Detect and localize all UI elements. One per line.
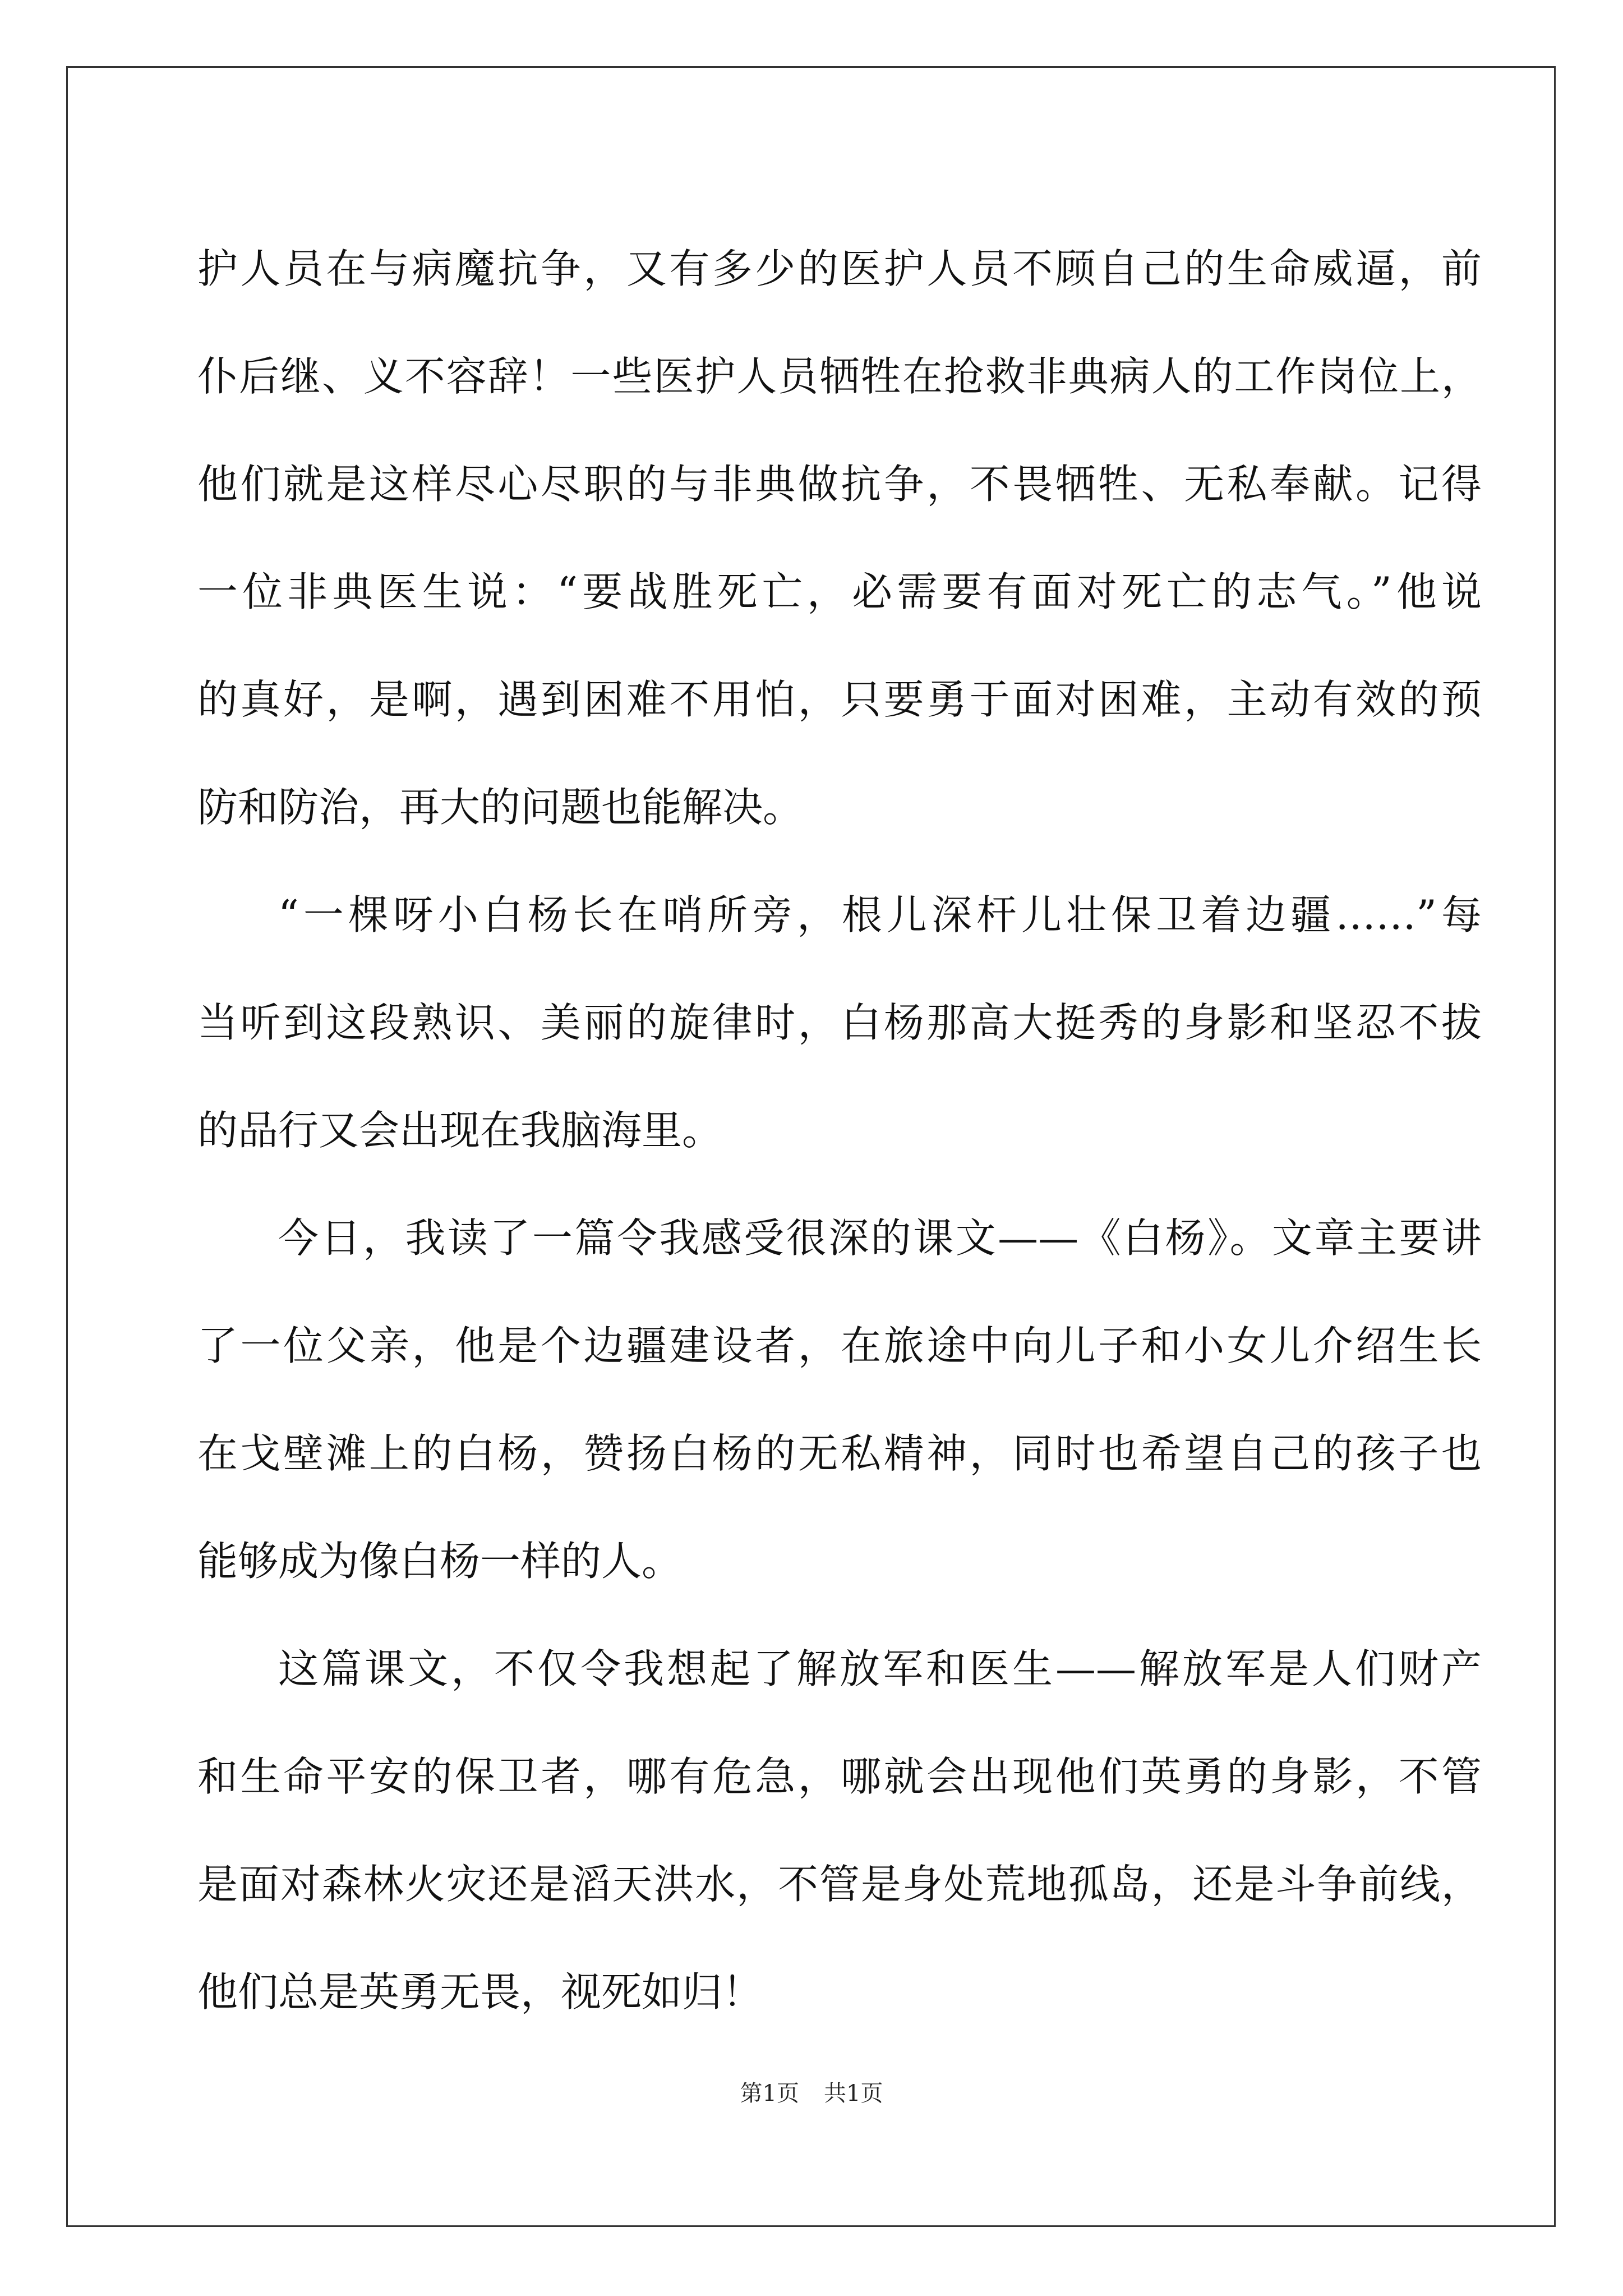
- text-line: 今日，我读了一篇令我感受很深的课文——《白杨》。文章主要讲: [278, 1214, 1482, 1262]
- text-line: 防和防治，再大的问题也能解决。: [197, 784, 804, 831]
- body-text: [197, 215, 1482, 2046]
- text-line: 的品行又会出现在我脑海里。: [197, 1107, 723, 1154]
- text-line: 了一位父亲，他是个边疆建设者，在旅途中向儿子和小女儿介绍生长: [197, 1322, 1482, 1369]
- text-line: 能够成为像白杨一样的人。: [197, 1538, 683, 1585]
- text-line: 在戈壁滩上的白杨，赞扬白杨的无私精神，同时也希望自己的孩子也: [197, 1430, 1482, 1477]
- text-line: 一位非典医生说：“要战胜死亡，必需要有面对死亡的志气。”他说: [197, 568, 1482, 615]
- text-line: 他们总是英勇无畏，视死如归！: [197, 1968, 763, 2016]
- page-total: 共1页: [824, 2081, 883, 2106]
- text-line: 这篇课文，不仅令我想起了解放军和医生——解放军是人们财产: [278, 1645, 1482, 1692]
- page-footer: [0, 2076, 1623, 2108]
- text-line: 护人员在与病魔抗争，又有多少的医护人员不顾自己的生命威逼，前: [197, 245, 1482, 292]
- text-line: 和生命平安的保卫者，哪有危急，哪就会出现他们英勇的身影，不管: [197, 1753, 1482, 1800]
- text-line: 是面对森林火灾还是滔天洪水，不管是身处荒地孤岛，还是斗争前线，: [197, 1861, 1482, 1908]
- text-line: “一棵呀小白杨长在哨所旁，根儿深杆儿壮保卫着边疆……”每: [278, 891, 1482, 938]
- text-line: 当听到这段熟识、美丽的旋律时，白杨那高大挺秀的身影和坚忍不拔: [197, 999, 1482, 1046]
- text-line: 他们就是这样尽心尽职的与非典做抗争，不畏牺牲、无私奉献。记得: [197, 461, 1482, 508]
- page-number: 第1页: [740, 2081, 799, 2106]
- text-line: 仆后继、义不容辞！一些医护人员牺牲在抢救非典病人的工作岗位上，: [197, 353, 1482, 400]
- text-line: 的真好，是啊，遇到困难不用怕，只要勇于面对困难，主动有效的预: [197, 676, 1482, 723]
